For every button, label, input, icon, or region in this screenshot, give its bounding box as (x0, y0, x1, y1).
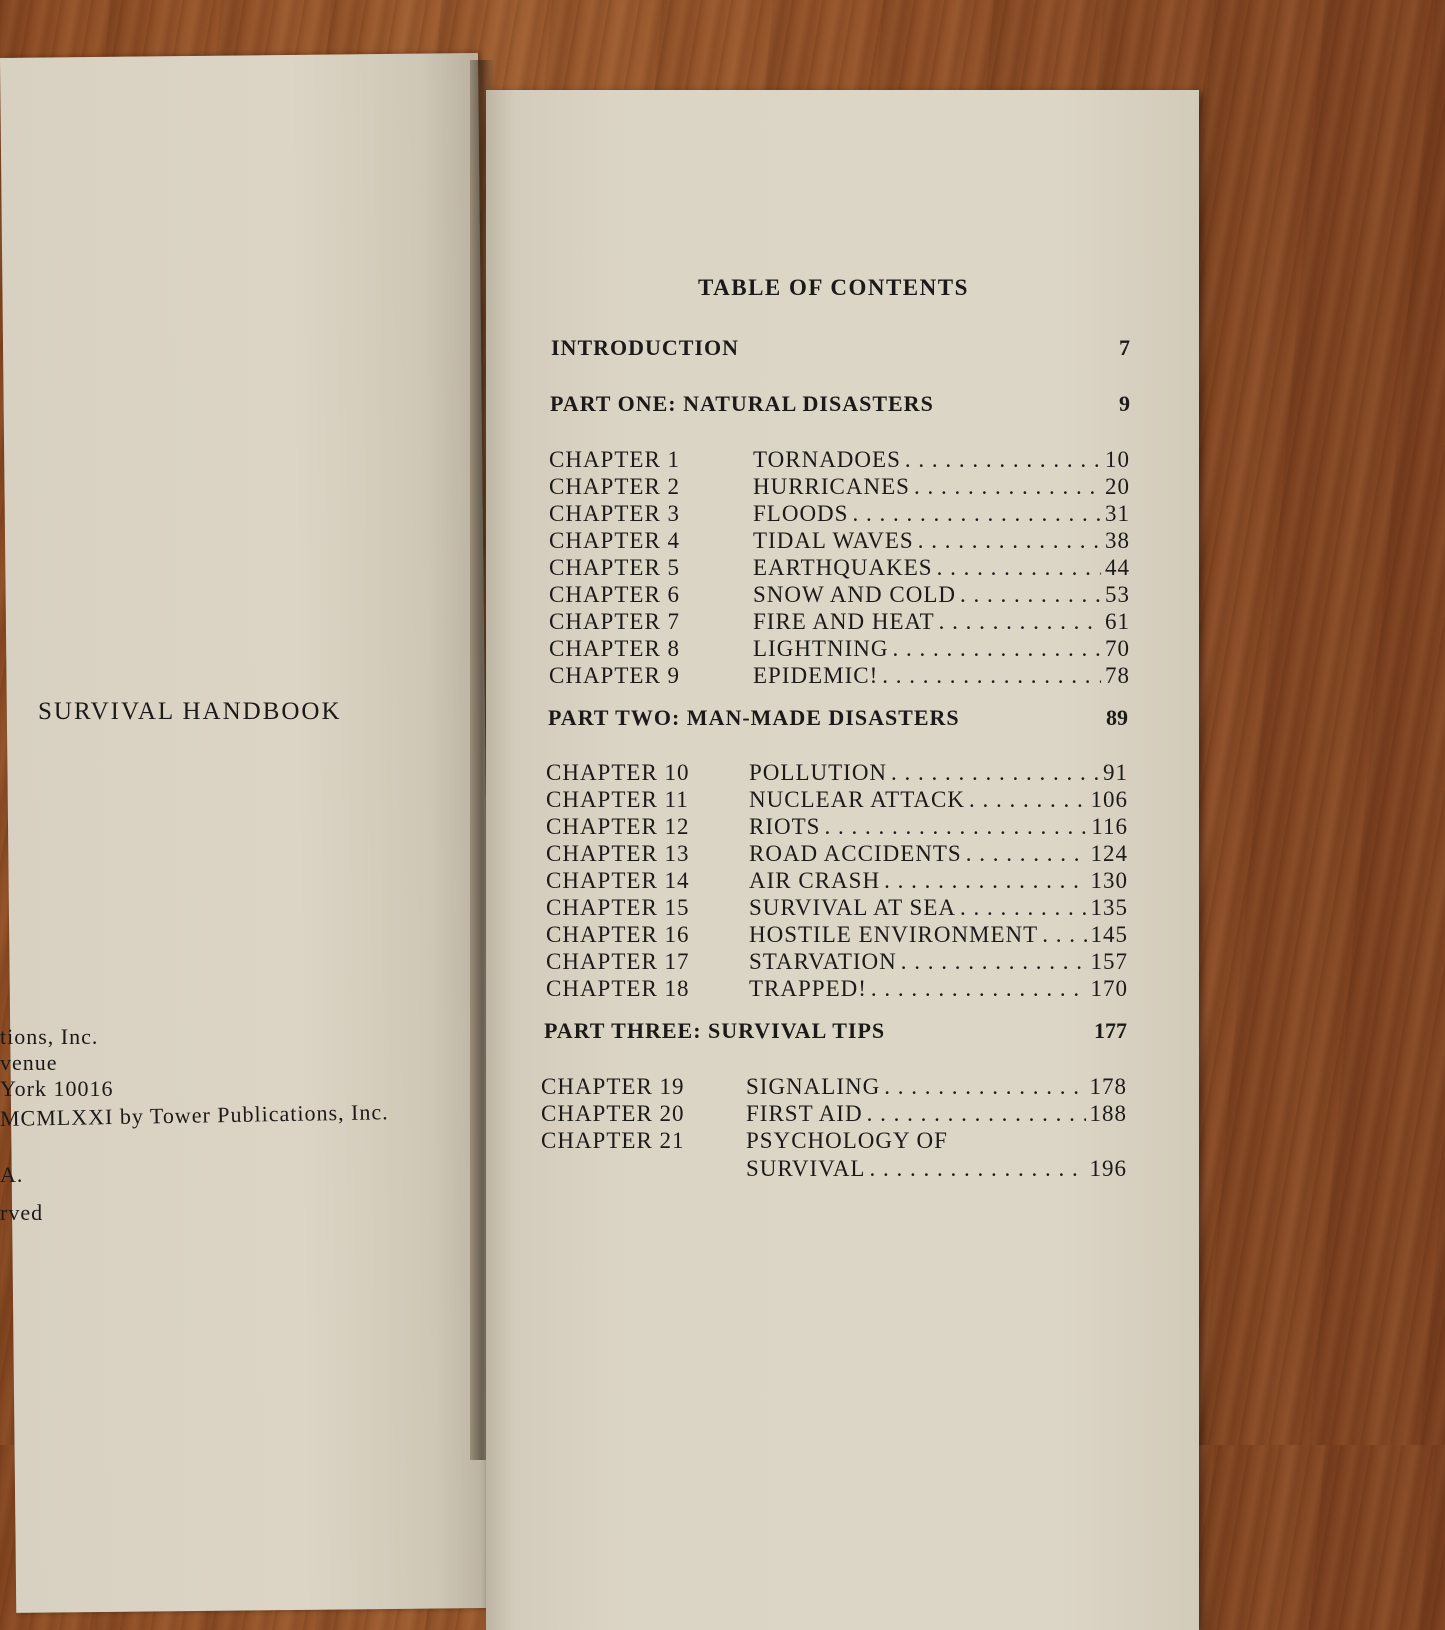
toc-chapter-number: CHAPTER 7 (549, 609, 681, 634)
toc-chapter-entry (753, 636, 1130, 663)
toc-chapter-entry (746, 1074, 1127, 1101)
toc-chapter-title: TIDAL WAVES (753, 528, 914, 553)
toc-chapter-number: CHAPTER 9 (549, 663, 681, 688)
address-line: venue (0, 1050, 58, 1075)
toc-chapter-title: SURVIVAL (746, 1156, 866, 1181)
toc-chapter-page: 116 (1091, 814, 1128, 839)
toc-chapter-page: 145 (1090, 922, 1128, 947)
toc-chapter-title: SURVIVAL AT SEA (749, 895, 956, 920)
toc-chapter-number: CHAPTER 10 (546, 760, 690, 785)
toc-chapter-page: 91 (1103, 760, 1128, 785)
toc-chapter-entry (746, 1101, 1127, 1128)
toc-chapter-title: EARTHQUAKES (753, 555, 933, 580)
toc-chapter-page: 178 (1089, 1074, 1127, 1099)
toc-leader-dots (869, 1156, 1085, 1182)
toc-chapter-title: FIRST AID (746, 1101, 863, 1126)
toc-chapter-page: 70 (1105, 636, 1130, 661)
toc-chapter-page: 188 (1089, 1101, 1127, 1126)
toc-chapter-entry (753, 555, 1130, 582)
toc-leader-dots (937, 555, 1101, 581)
toc-chapter-number: CHAPTER 21 (541, 1128, 685, 1153)
toc-chapter-title: FIRE AND HEAT (753, 609, 935, 634)
left-page (0, 53, 494, 1613)
toc-chapter-number: CHAPTER 11 (546, 787, 689, 812)
toc-chapter-title: AIR CRASH (749, 868, 881, 893)
toc-chapter-number: CHAPTER 12 (546, 814, 690, 839)
toc-chapter-number: CHAPTER 3 (549, 501, 681, 526)
toc-chapter-number: CHAPTER 8 (549, 636, 681, 661)
toc-leader-dots (892, 636, 1101, 662)
toc-chapter-page: 106 (1090, 787, 1128, 812)
toc-chapter-title: HOSTILE ENVIRONMENT (749, 922, 1039, 947)
toc-chapter-entry (749, 787, 1128, 814)
toc-leader-dots (871, 976, 1087, 1002)
toc-chapter-title: FLOODS (753, 501, 849, 526)
toc-chapter-title: TORNADOES (753, 447, 901, 472)
toc-leader-dots (905, 447, 1101, 473)
toc-chapter-title: RIOTS (749, 814, 821, 839)
publisher-line: tions, Inc. (0, 1024, 99, 1049)
toc-chapter-page: 20 (1105, 474, 1130, 499)
toc-chapter-entry (749, 814, 1128, 841)
toc-leader-dots (966, 841, 1087, 867)
toc-chapter-entry (753, 501, 1130, 528)
toc-chapter-page: 124 (1090, 841, 1128, 866)
toc-chapter-page: 38 (1105, 528, 1130, 553)
toc-leader-dots (884, 1074, 1085, 1100)
toc-chapter-entry (749, 895, 1128, 922)
toc-leader-dots (1042, 922, 1086, 948)
toc-part-heading: PART THREE: SURVIVAL TIPS (544, 1018, 886, 1043)
toc-title: TABLE OF CONTENTS (698, 275, 969, 300)
toc-part-page: 89 (1106, 705, 1128, 730)
toc-chapter-entry (753, 663, 1130, 690)
toc-chapter-page: 157 (1090, 949, 1128, 974)
toc-chapter-entry (749, 976, 1128, 1003)
rights-line: rved (0, 1200, 44, 1225)
toc-chapter-title: NUCLEAR ATTACK (749, 787, 965, 812)
toc-leader-dots (867, 1101, 1086, 1127)
toc-chapter-page: 135 (1090, 895, 1128, 920)
handbook-title: SURVIVAL HANDBOOK (38, 698, 342, 725)
toc-leader-dots (882, 663, 1101, 689)
toc-leader-dots (901, 949, 1087, 975)
toc-chapter-page: 130 (1090, 868, 1128, 893)
toc-chapter-number: CHAPTER 16 (546, 922, 690, 947)
toc-chapter-number: CHAPTER 18 (546, 976, 690, 1001)
toc-chapter-title: STARVATION (749, 949, 897, 974)
toc-leader-dots (914, 474, 1101, 500)
toc-chapter-number: CHAPTER 6 (549, 582, 681, 607)
toc-introduction: INTRODUCTION (551, 335, 740, 360)
toc-leader-dots (891, 760, 1099, 786)
toc-chapter-entry (749, 841, 1128, 868)
printed-line: A. (0, 1162, 24, 1187)
toc-leader-dots (960, 582, 1101, 608)
toc-chapter-page: 44 (1105, 555, 1130, 580)
toc-chapter-entry (749, 922, 1128, 949)
toc-chapter-title: TRAPPED! (749, 976, 867, 1001)
toc-part-heading: PART ONE: NATURAL DISASTERS (550, 391, 934, 416)
toc-chapter-number: CHAPTER 2 (549, 474, 681, 499)
toc-chapter-title: EPIDEMIC! (753, 663, 879, 688)
toc-chapter-entry (753, 474, 1130, 501)
copyright-line: MCMLXXI by Tower Publications, Inc. (0, 1099, 389, 1131)
toc-chapter-number: CHAPTER 15 (546, 895, 690, 920)
toc-chapter-number: CHAPTER 1 (549, 447, 681, 472)
toc-chapter-title: ROAD ACCIDENTS (749, 841, 962, 866)
toc-chapter-page: 61 (1105, 609, 1130, 634)
city-line: York 10016 (0, 1076, 114, 1101)
toc-part-page: 9 (1119, 391, 1130, 416)
toc-chapter-page: 170 (1090, 976, 1128, 1001)
toc-chapter-entry (753, 582, 1130, 609)
toc-chapter-page: 53 (1105, 582, 1130, 607)
toc-leader-dots (852, 501, 1101, 527)
toc-chapter-entry (753, 528, 1130, 555)
toc-chapter-page: 78 (1105, 663, 1130, 688)
toc-introduction-page: 7 (1119, 335, 1130, 360)
toc-chapter-entry (746, 1156, 1127, 1183)
toc-leader-dots (824, 814, 1087, 840)
toc-chapter-title: SIGNALING (746, 1074, 881, 1099)
toc-chapter-entry (749, 949, 1128, 976)
toc-chapter-number: CHAPTER 4 (549, 528, 681, 553)
toc-chapter-entry (753, 609, 1130, 636)
toc-leader-dots (884, 868, 1086, 894)
toc-chapter-title: LIGHTNING (753, 636, 889, 661)
toc-chapter-number: CHAPTER 19 (541, 1074, 685, 1099)
toc-leader-dots (918, 528, 1101, 554)
toc-chapter-number: CHAPTER 20 (541, 1101, 685, 1126)
toc-chapter-title: HURRICANES (753, 474, 910, 499)
toc-chapter-number: CHAPTER 13 (546, 841, 690, 866)
toc-chapter-entry (753, 447, 1130, 474)
toc-chapter-page: 31 (1105, 501, 1130, 526)
toc-leader-dots (960, 895, 1087, 921)
toc-chapter-title: PSYCHOLOGY OF (746, 1128, 948, 1153)
toc-chapter-page: 10 (1105, 447, 1130, 472)
toc-part-page: 177 (1094, 1018, 1127, 1043)
toc-chapter-entry (749, 868, 1128, 895)
toc-chapter-number: CHAPTER 17 (546, 949, 690, 974)
toc-chapter-entry (749, 760, 1128, 787)
toc-chapter-page: 196 (1089, 1156, 1127, 1181)
toc-leader-dots (969, 787, 1087, 813)
toc-leader-dots (939, 609, 1101, 635)
toc-chapter-number: CHAPTER 5 (549, 555, 681, 580)
toc-chapter-title: SNOW AND COLD (753, 582, 956, 607)
toc-chapter-title: POLLUTION (749, 760, 888, 785)
toc-chapter-number: CHAPTER 14 (546, 868, 690, 893)
toc-part-heading: PART TWO: MAN-MADE DISASTERS (548, 705, 960, 730)
